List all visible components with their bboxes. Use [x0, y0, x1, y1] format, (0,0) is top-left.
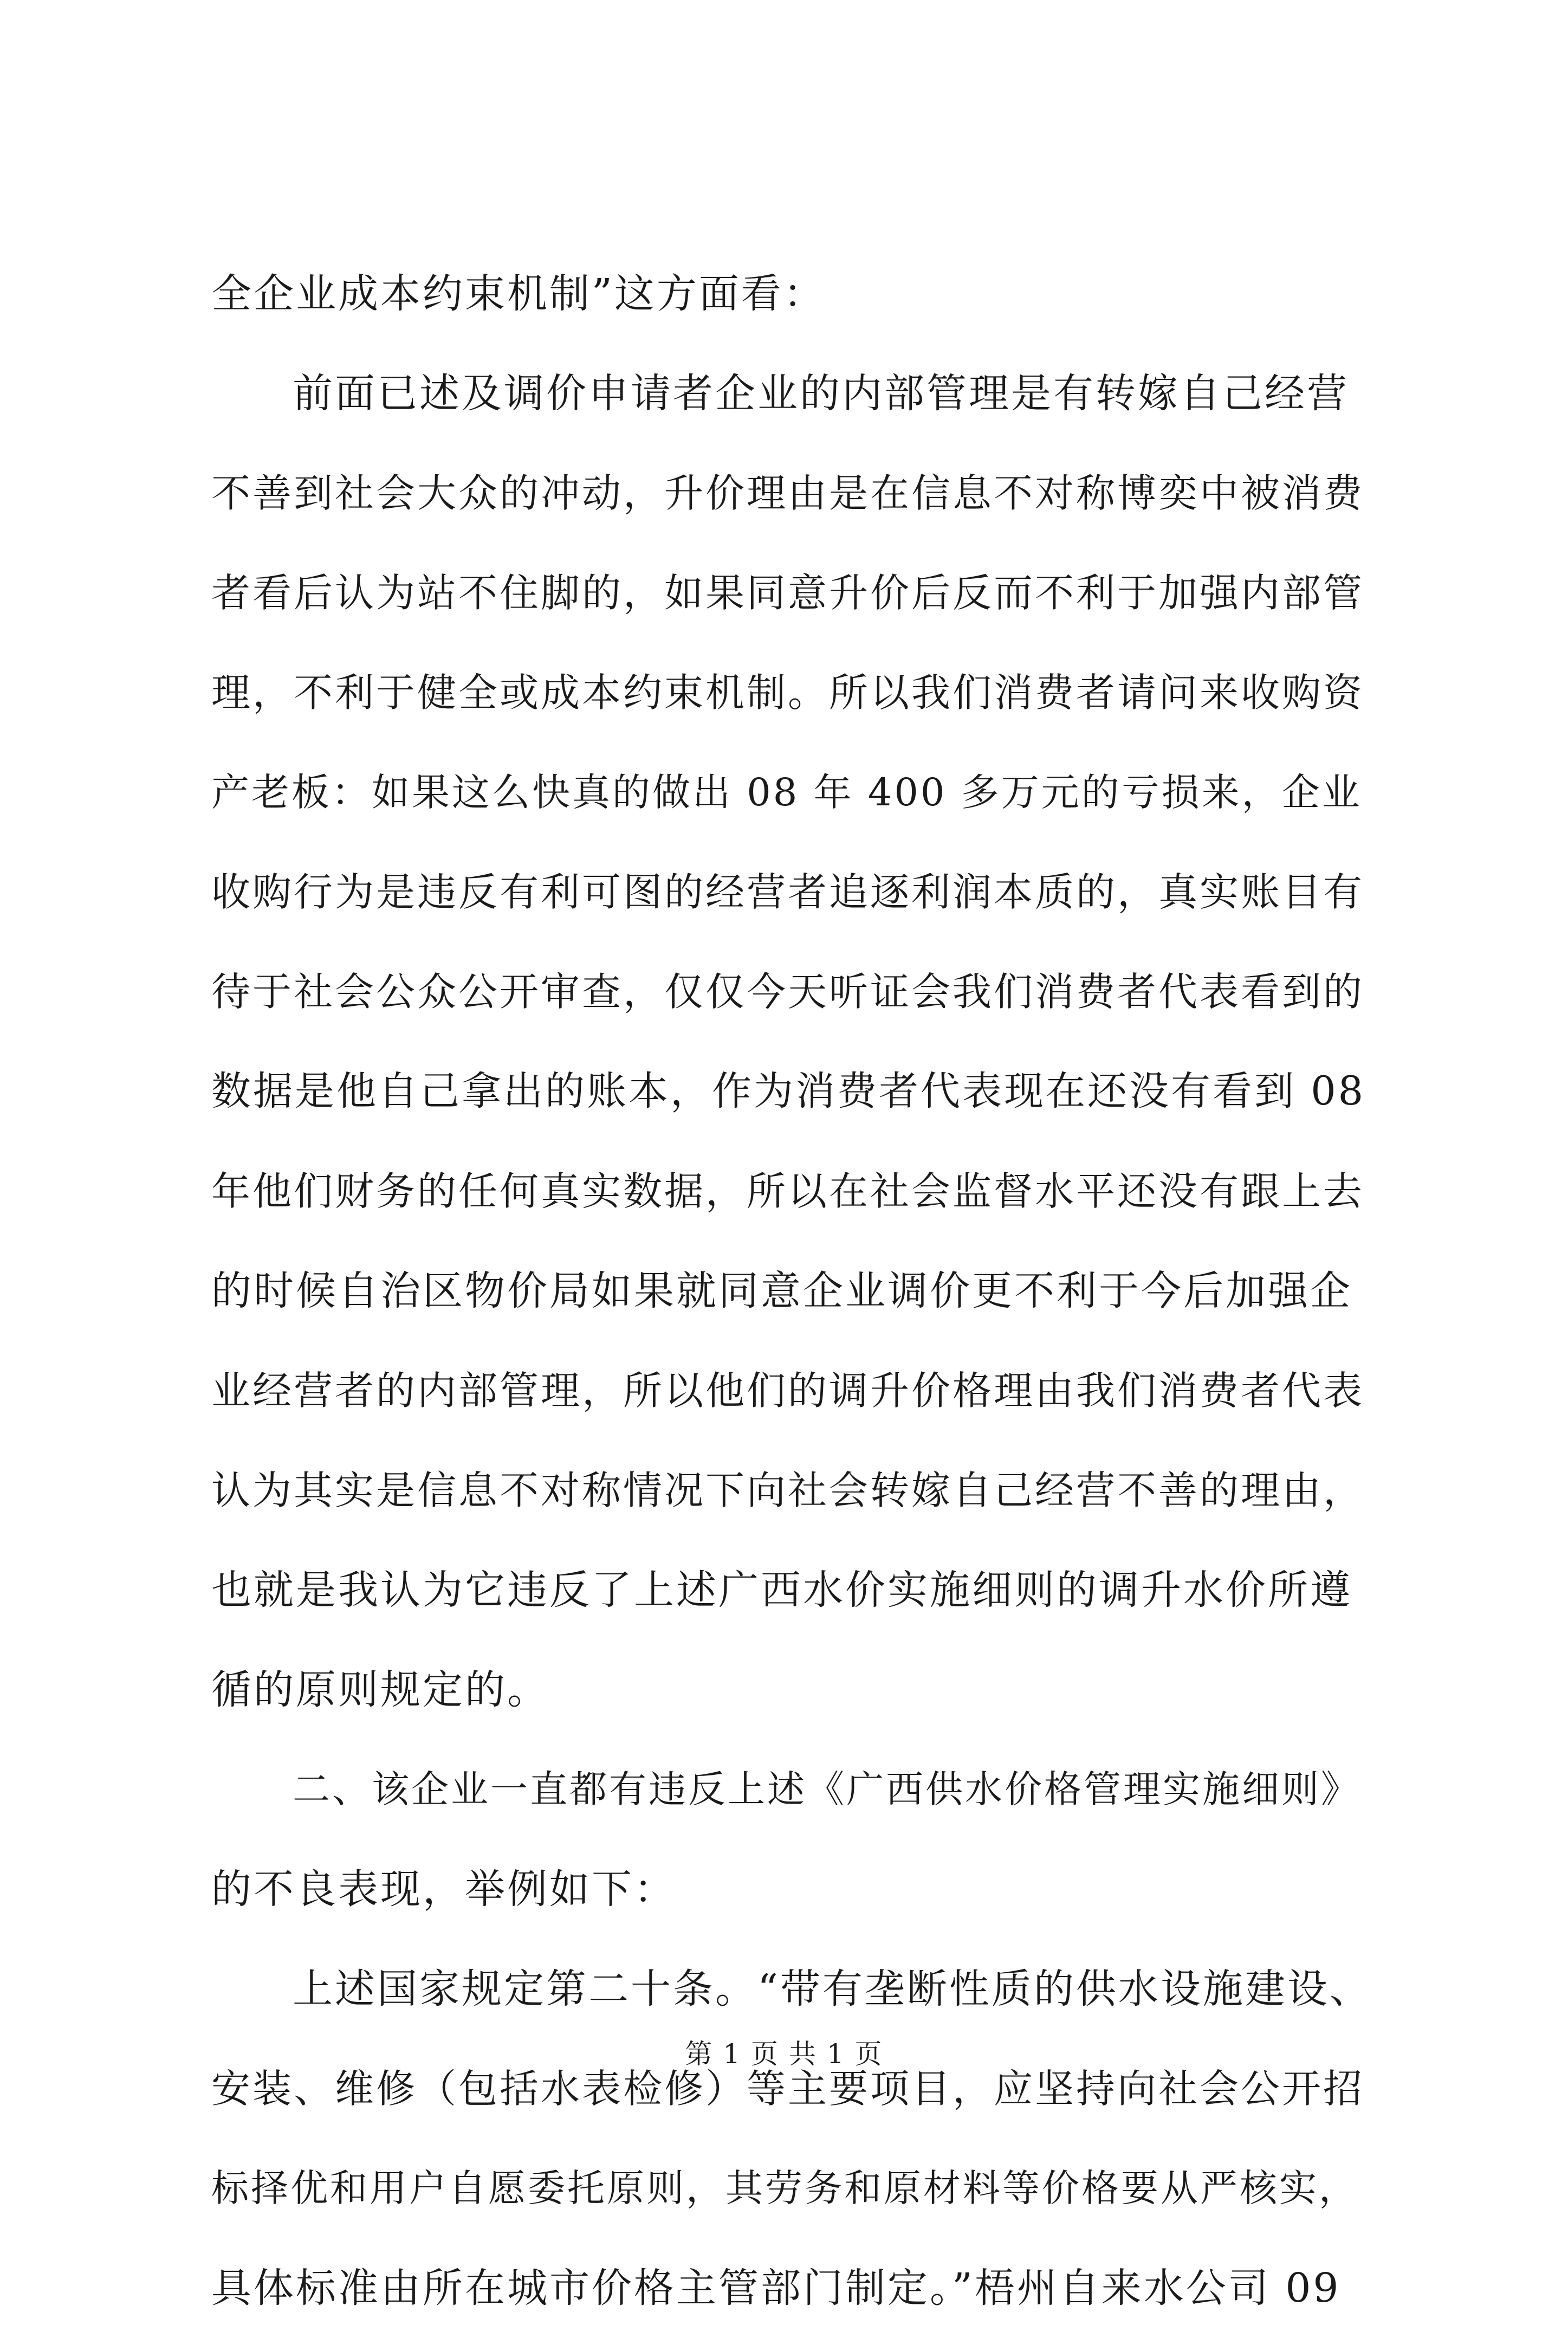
text-line: 理，不利于健全或成本约束机制。所以我们消费者请问来收购资 — [211, 670, 1365, 715]
page-footer: 第 1 页 共 1 页 — [685, 2038, 883, 2070]
text-line: 具体标准由所在城市价格主管部门制定。”梧州自来水公司 09 — [211, 2265, 1341, 2311]
text-line: 认为其实是信息不对称情况下向社会转嫁自己经营不善的理由， — [211, 1468, 1365, 1513]
text-line: 不善到社会大众的冲动，升价理由是在信息不对称博奕中被消费 — [211, 470, 1365, 516]
text-line: 数据是他自己拿出的账本，作为消费者代表现在还没有看到 08 — [211, 1068, 1366, 1114]
text-line: 业经营者的内部管理，所以他们的调升价格理由我们消费者代表 — [211, 1368, 1365, 1413]
text-line: 前面已述及调价申请者企业的内部管理是有转嫁自己经营 — [293, 370, 1349, 417]
text-line: 全企业成本约束机制”这方面看： — [211, 270, 826, 317]
text-line: 待于社会公众公开审查，仅仅今天听证会我们消费者代表看到的 — [211, 969, 1365, 1015]
text-line: 也就是我认为它违反了上述广西水价实施细则的调升水价所遵 — [211, 1567, 1352, 1613]
text-line: 安装、维修（包括水表检修）等主要项目，应坚持向社会公开招 — [211, 2066, 1365, 2111]
text-line: 者看后认为站不住脚的，如果同意升价后反而不利于加强内部管 — [211, 570, 1365, 616]
text-line: 年他们财务的任何真实数据，所以在社会监督水平还没有跟上去 — [211, 1168, 1365, 1214]
text-line: 收购行为是违反有利可图的经营者追逐利润本质的，真实账目有 — [211, 869, 1365, 915]
text-line: 标择优和用户自愿委托原则，其劳务和原材料等价格要从严核实， — [211, 2167, 1358, 2210]
text-line: 产老板：如果这么快真的做出 08 年 400 多万元的亏损来，企业 — [211, 770, 1362, 815]
text-line: 的时候自治区物价局如果就同意企业调价更不利于今后加强企 — [211, 1268, 1352, 1314]
text-line: 循的原则规定的。 — [211, 1667, 549, 1713]
text-line: 上述国家规定第二十条。“带有垄断性质的供水设施建设、 — [293, 1966, 1372, 2012]
text-line: 的不良表现，举例如下： — [211, 1866, 676, 1913]
text-line: 二、该企业一直都有违反上述《广西供水价格管理实施细则》 — [293, 1768, 1360, 1811]
body-text — [211, 244, 1371, 2338]
